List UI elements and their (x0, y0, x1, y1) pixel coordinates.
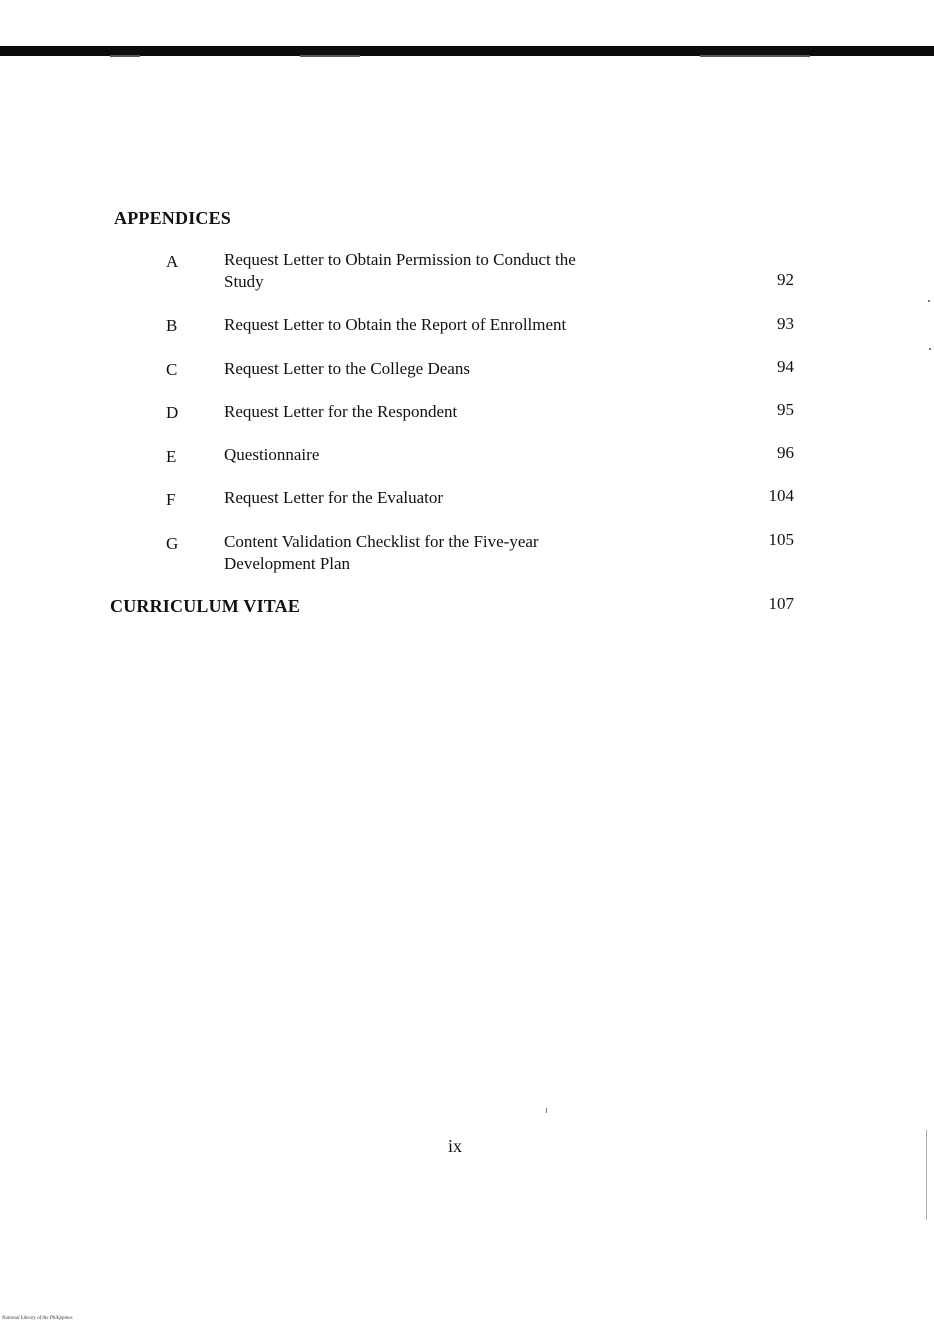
appendix-title: Request Letter to Obtain the Report of Enrollment (224, 315, 567, 334)
appendix-letter: B (166, 316, 178, 335)
library-watermark: National Library of the Philippines (2, 1316, 73, 1321)
appendix-title: Request Letter to the College Deans (224, 359, 470, 378)
appendix-title: Request Letter for the Evaluator (224, 488, 444, 507)
scan-speck (929, 348, 931, 350)
appendix-page: 92 (777, 270, 794, 289)
scan-speck (926, 1130, 927, 1220)
appendix-page: 93 (777, 314, 794, 333)
appendix-letter: A (166, 252, 179, 271)
appendix-page: 95 (777, 400, 794, 419)
scan-speck (700, 55, 810, 57)
curriculum-vitae-page: 107 (768, 594, 794, 613)
appendix-letter: D (166, 403, 179, 422)
appendix-title: Questionnaire (224, 445, 320, 464)
scan-speck (928, 300, 930, 302)
appendix-letter: G (166, 534, 179, 553)
appendices-heading: APPENDICES (114, 208, 232, 228)
appendix-title: Request Letter to Obtain Permission to Conduct the Study (224, 250, 576, 291)
appendix-page: 105 (768, 530, 794, 549)
appendix-title: Request Letter for the Respondent (224, 402, 458, 421)
appendix-page: 94 (777, 357, 794, 376)
appendix-page: 104 (768, 486, 794, 505)
page-number: ix (448, 1136, 463, 1156)
appendix-letter: C (166, 360, 178, 379)
appendix-title: Content Validation Checklist for the Five-year Development Plan (224, 532, 539, 573)
curriculum-vitae-heading: CURRICULUM VITAE (110, 596, 301, 616)
appendix-page: 96 (777, 443, 794, 462)
appendix-letter: F (166, 490, 176, 509)
appendix-letter: E (166, 447, 177, 466)
scan-speck (300, 55, 360, 57)
scan-speck (546, 1108, 547, 1113)
scan-speck (110, 55, 140, 57)
